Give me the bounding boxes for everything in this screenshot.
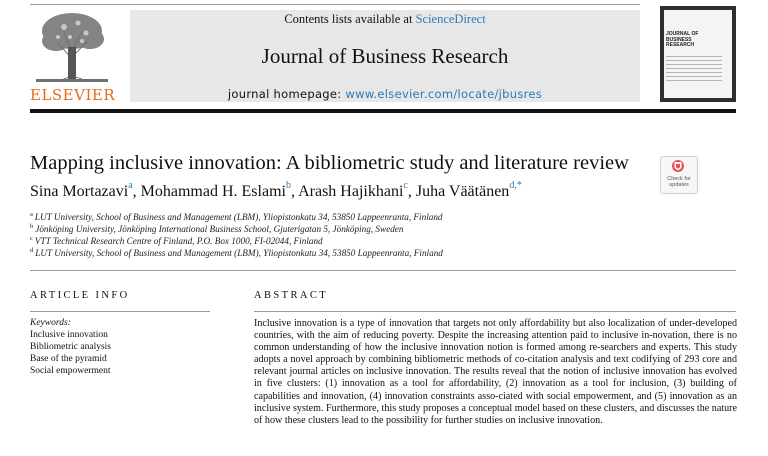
homepage-link[interactable]: www.elsevier.com/locate/jbusres (345, 87, 543, 101)
author-name[interactable]: Arash Hajikhani (298, 183, 404, 200)
keyword-item: Base of the pyramid (30, 354, 107, 364)
affiliation-text: Jönköping University, Jönköping International Business School, Gjuterigatan 5, Jönköping, Sweden (35, 224, 404, 234)
contents-prefix: Contents lists available at (284, 12, 416, 26)
cover-text-line (666, 60, 722, 61)
article-info-heading: ARTICLE INFO (30, 290, 130, 301)
affiliation-mark: d (30, 247, 34, 254)
sciencedirect-link[interactable]: ScienceDirect (415, 12, 486, 26)
affiliation-text: VTT Technical Research Centre of Finland, P.O. Box 1000, FI-02044, Finland (34, 236, 323, 246)
affiliation-text: LUT University, School of Business and Management (LBM), Yliopistonkatu 34, 53850 Lappeenranta, Finland (35, 248, 443, 258)
keyword-item: Inclusive innovation (30, 330, 108, 340)
author-name[interactable]: Mohammad H. Eslami (140, 183, 286, 200)
affiliation-line (30, 212, 443, 222)
author-name[interactable]: Juha Väätänen (415, 183, 510, 200)
author-separator: , (290, 183, 299, 200)
author-list (30, 180, 522, 201)
article-title: Mapping inclusive innovation: A bibliometric study and literature review (30, 152, 629, 174)
affiliation-mark: c (30, 235, 33, 242)
homepage-line (130, 87, 640, 101)
section-divider (30, 270, 736, 271)
cover-text-line (666, 80, 722, 81)
journal-cover-title: JOURNAL OF BUSINESS RESEARCH (666, 31, 699, 48)
affiliation-line (30, 224, 403, 234)
keyword-item: Social empowerment (30, 366, 111, 376)
homepage-prefix: journal homepage: (227, 87, 346, 101)
article-info-rule (30, 311, 210, 312)
publisher-wordmark: ELSEVIER (30, 86, 116, 104)
header-thick-rule (30, 109, 736, 113)
affiliation-mark: a (30, 211, 33, 218)
author-name[interactable]: Sina Mortazavi (30, 183, 129, 200)
cover-text-line (666, 72, 722, 73)
abstract-rule (254, 311, 736, 312)
cover-text-line (666, 64, 722, 65)
author-affiliation-mark[interactable]: b (285, 180, 291, 191)
affiliation-line (30, 248, 443, 258)
cover-text-line (666, 76, 722, 77)
contents-line (130, 12, 640, 27)
affiliation-mark: b (30, 223, 34, 230)
top-rule (30, 4, 640, 5)
abstract-text: Inclusive innovation is a type of innovation that targets not only affordability but also localization of under-developed countries, with the aim of reducing poverty. Despite the increasing attention paid to inclusive in-novation, there is no common understanding of how the inclusive innovation notion is formed among re-searchers and experts. This study adopts a novel approach by combining bibliometric methods of co-citation analysis and text codifying of 293 core and relevant journal articles on inclusive innovation. The results reveal that the notion of inclusive innovation has evolved in five clusters: (1) innovation as a tool for affordability, (2) innovation as a tool for inclusion, (3) building of capabilities and innovation, (4) innovation constraints asso-ciated with social empowerment, and (5) innovation as an inclusive system. Furthermore, this study proposes a conceptual model based on these clusters, and discusses the nature of how these clusters lead to the possibility for further studies on inclusive innovation. (254, 318, 737, 426)
cover-text-line (666, 56, 722, 57)
keywords-label: Keywords: (30, 318, 71, 328)
journal-cover-page (664, 10, 732, 98)
check-for-updates-icon (671, 159, 685, 173)
journal-title: Journal of Business Research (261, 44, 509, 68)
author-affiliation-mark[interactable]: a (128, 180, 133, 191)
abstract-heading: ABSTRACT (254, 290, 329, 301)
affiliation-line (30, 236, 323, 246)
author-separator: , (407, 183, 416, 200)
check-for-updates-label: Check for updates (667, 176, 691, 188)
cover-text-line (666, 68, 722, 69)
keyword-item: Bibliometric analysis (30, 342, 112, 352)
author-affiliation-mark[interactable]: d,* (509, 180, 522, 191)
author-affiliation-mark[interactable]: c (403, 180, 408, 191)
affiliation-text: LUT University, School of Business and Management (LBM), Yliopistonkatu 34, 53850 Lappeenranta, Finland (34, 212, 443, 222)
author-separator: , (132, 183, 141, 200)
